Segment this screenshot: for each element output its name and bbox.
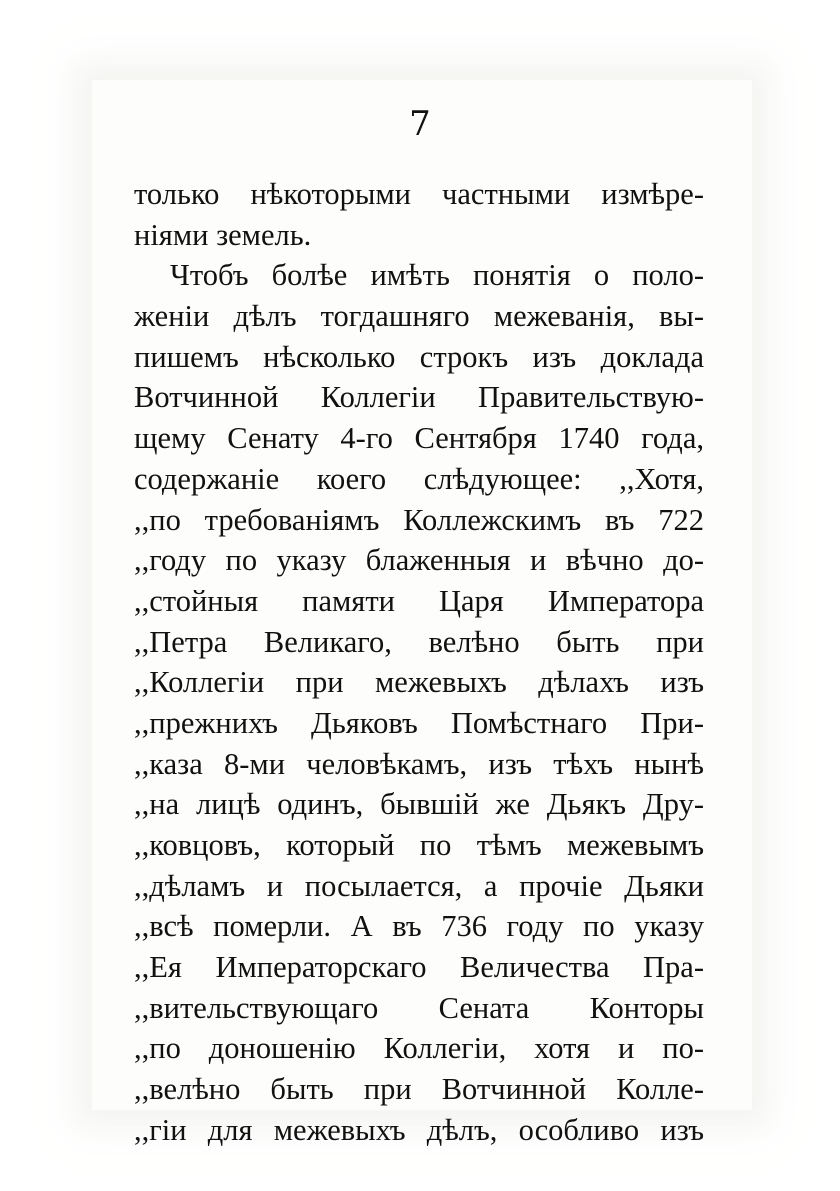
text-line: ,,всѣ померли. А въ 736 году по указу [134, 909, 704, 944]
text-line: ,,стойныя памяти Царя Императора [134, 583, 704, 618]
text-line: ,,велѣно быть при Вотчинной Колле- [134, 1072, 704, 1107]
text-line: ,,гіи для межевыхъ дѣлъ, особливо изъ [134, 1112, 704, 1147]
body-text [134, 174, 704, 1151]
text-line: Чтобъ болѣе имѣть понятія о поло- [170, 258, 704, 293]
text-line: ,,дѣламъ и посылается, а прочіе Дьяки [134, 868, 704, 903]
text-line: ,,прежнихъ Дьяковъ Помѣстнаго При- [134, 705, 704, 740]
text-line: ,,каза 8-ми человѣкамъ, изъ тѣхъ нынѣ [134, 746, 704, 781]
text-line: ,,Коллегіи при межевыхъ дѣлахъ изъ [134, 665, 704, 700]
text-line: щему Сенату 4-го Сентября 1740 года, [134, 421, 704, 456]
text-line: ,,Ея Императорскаго Величества Пра- [134, 950, 704, 985]
text-line: ,,Петра Великаго, велѣно быть при [134, 624, 704, 659]
page-number: 7 [409, 104, 431, 144]
text-line: Вотчинной Коллегіи Правительствую- [134, 380, 704, 415]
text-line: ніями земель. [134, 217, 312, 252]
text-line: ,,году по указу блаженныя и вѣчно до- [134, 543, 704, 578]
text-line: женіи дѣлъ тогдашняго межеванія, вы- [134, 299, 704, 334]
text-line: пишемъ нѣсколько строкъ изъ доклада [134, 339, 704, 374]
text-line: ,,вительствующаго Сената Конторы [134, 990, 704, 1025]
text-line: содержаніе коего слѣдующее: ,,Хотя, [134, 461, 704, 496]
text-line: только нѣкоторыми частными измѣре- [134, 177, 704, 211]
text-line: ,,ковцовъ, который по тѣмъ межевымъ [134, 828, 704, 862]
text-line: ,,по требованіямъ Коллежскимъ въ 722 [134, 502, 704, 537]
text-line: ,,по доношенію Коллегіи, хотя и по- [134, 1031, 704, 1066]
text-line: ,,на лицѣ одинъ, бывшій же Дьякъ Дру- [134, 787, 704, 822]
